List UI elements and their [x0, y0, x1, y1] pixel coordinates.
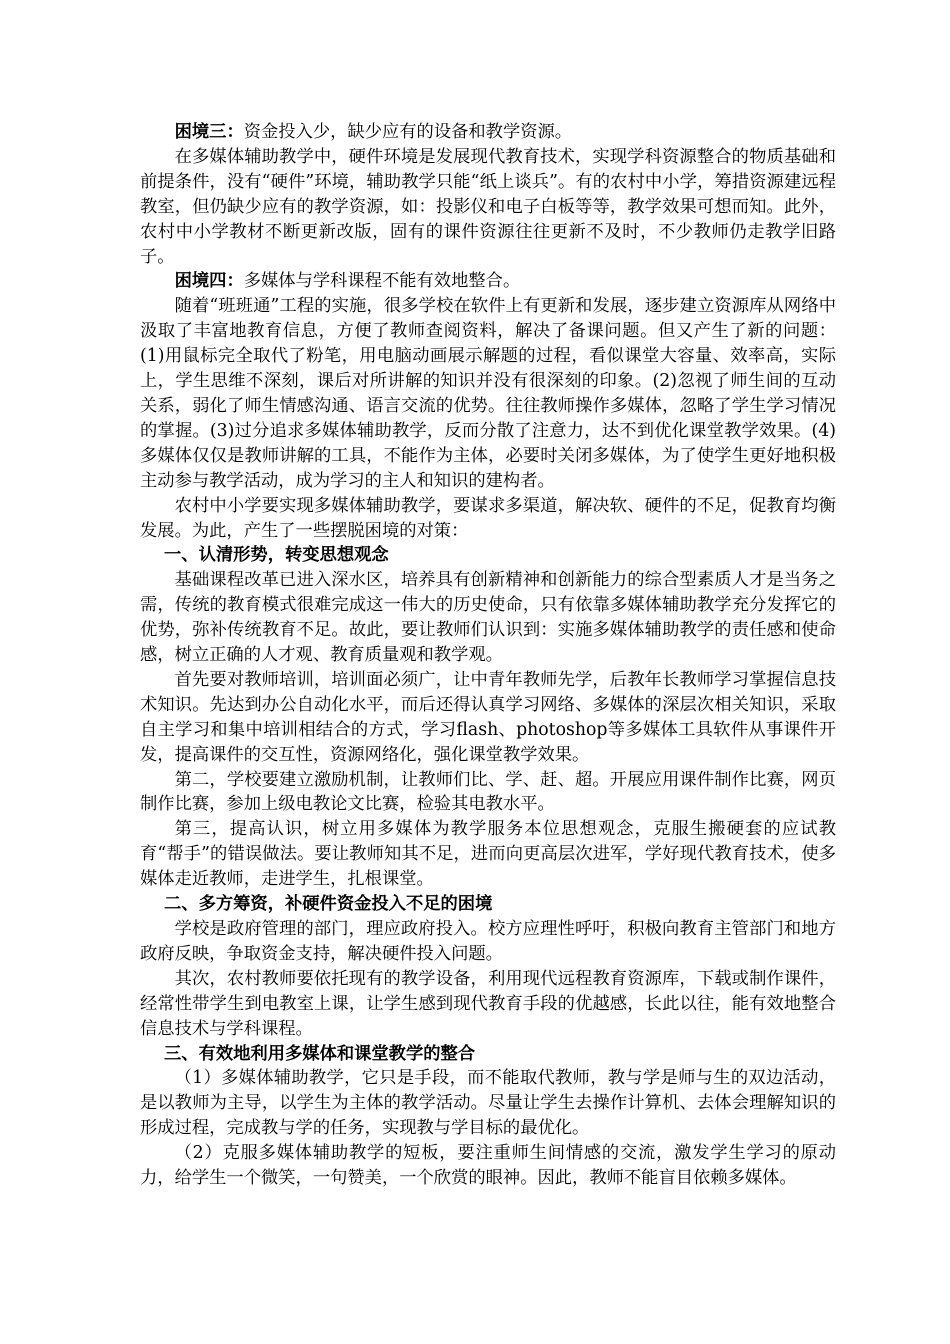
dilemma4-text: 多媒体与学科课程不能有效地整合。 [243, 271, 521, 292]
dilemma3-title [140, 120, 836, 145]
section3-paragraph-1: （1）多媒体辅助教学，它只是手段，而不能取代教师，教与学是师与生的双边活动，是以教师为主导，以学生为主体的教学活动。尽量让学生去操作计算机、去体会理解知识的形成过程，完成教与学的任务，实现教与学目标的最优化。 [140, 1068, 836, 1139]
section2-paragraph-2: 其次，农村教师要依托现有的教学设备，利用现代远程教育资源库，下载或制作课件，经常性带学生到电教室上课，让学生感到现代教育手段的优越感，长此以往，能有效地整合信息技术与学科课程。 [140, 968, 836, 1039]
dilemma4-label: 困境四： [174, 271, 244, 292]
section1-paragraph-2: 首先要对教师培训，培训面必须广，让中青年教师先学，后教年长教师学习掌握信息技术知识。先达到办公自动化水平，而后还得认真学习网络、多媒体的深层次相关知识，采取自主学习和集中培训相结合的方式，学习flash、photoshop等多媒体工具软件从事课件开发，提高课件的交互性，资源网络化，强化课堂教学效果。 [140, 669, 836, 765]
intro-paragraph: 农村中小学要实现多媒体辅助教学，要谋求多渠道，解决软、硬件的不足，促教育均衡发展。为此，产生了一些摆脱困境的对策： [140, 495, 836, 541]
section3-heading: 三、有效地利用多媒体和课堂教学的整合 [164, 1043, 476, 1064]
section2-paragraph-1: 学校是政府管理的部门，理应政府投入。校方应理性呼吁，积极向教育主管部门和地方政府反映，争取资金支持，解决硬件投入问题。 [140, 919, 836, 964]
section3-paragraph-2: （2）克服多媒体辅助教学的短板，要注重师生间情感的交流，激发学生学习的原动力，给学生一个微笑，一句赞美，一个欣赏的眼神。因此，教师不能盲目依赖多媒体。 [140, 1143, 836, 1189]
dilemma3-text: 资金投入少，缺少应有的设备和教学资源。 [243, 122, 573, 142]
section2-heading: 二、多方筹资，补硬件资金投入不足的困境 [164, 894, 493, 915]
dilemma3-body: 在多媒体辅助教学中，硬件环境是发展现代教育技术，实现学科资源整合的物质基础和前提条件，没有“硬件”环境，辅助教学只能“纸上谈兵”。有的农村中小学，筹措资源建远程教室，但仍缺少应有的教学资源，如：投影仪和电子白板等等，教学效果可想而知。此外，农村中小学教材不断更新改版，固有的课件资源往往更新不及时，不少教师仍走教学旧路子。 [140, 146, 836, 267]
dilemma4-body: 随着“班班通”工程的实施，很多学校在软件上有更新和发展，逐步建立资源库从网络中汲取了丰富地教育信息，方便了教师查阅资料，解决了备课问题。但又产生了新的问题：(1)用鼠标完全取代了粉笔，用电脑动画展示解题的过程，看似课堂大容量、效率高，实际上，学生思维不深刻，课后对所讲解的知识并没有很深刻的印象。(2)忽视了师生间的互动关系，弱化了师生情感沟通、语言交流的优势。往往教师操作多媒体，忽略了学生学习情况的掌握。(3)过分追求多媒体辅助教学，反而分散了注意力，达不到优化课堂教学效果。(4)多媒体仅仅是教师讲解的工具，不能作为主体，必要时关闭多媒体，为了使学生更好地积极主动参与教学活动，成为学习的主人和知识的建构者。 [140, 296, 836, 491]
section1-heading: 一、认清形势，转变思想观念 [164, 545, 389, 566]
dilemma3-label: 困境三： [174, 122, 244, 142]
section1-paragraph-1: 基础课程改革已进入深水区，培养具有创新精神和创新能力的综合型素质人才是当务之需，传统的教育模式很难完成这一伟大的历史使命，只有依靠多媒体辅助教学充分发挥它的优势，弥补传统教育不足。故此，要让教师们认识到：实施多媒体辅助教学的责任感和使命感，树立正确的人才观、教育质量观和教学观。 [140, 570, 836, 666]
section1-paragraph-4: 第三，提高认识，树立用多媒体为教学服务本位思想观念，克服生搬硬套的应试教育“帮手”的错误做法。要让教师知其不足，进而向更高层次进军，学好现代教育技术，使多媒体走近教师，走进学生，扎根课堂。 [140, 819, 836, 890]
dilemma4-title [140, 269, 836, 294]
document-page [140, 120, 836, 1191]
section1-paragraph-3: 第二，学校要建立激励机制，让教师们比、学、赶、超。开展应用课件制作比赛，网页制作比赛，参加上级电教论文比赛，检验其电教水平。 [140, 769, 836, 815]
